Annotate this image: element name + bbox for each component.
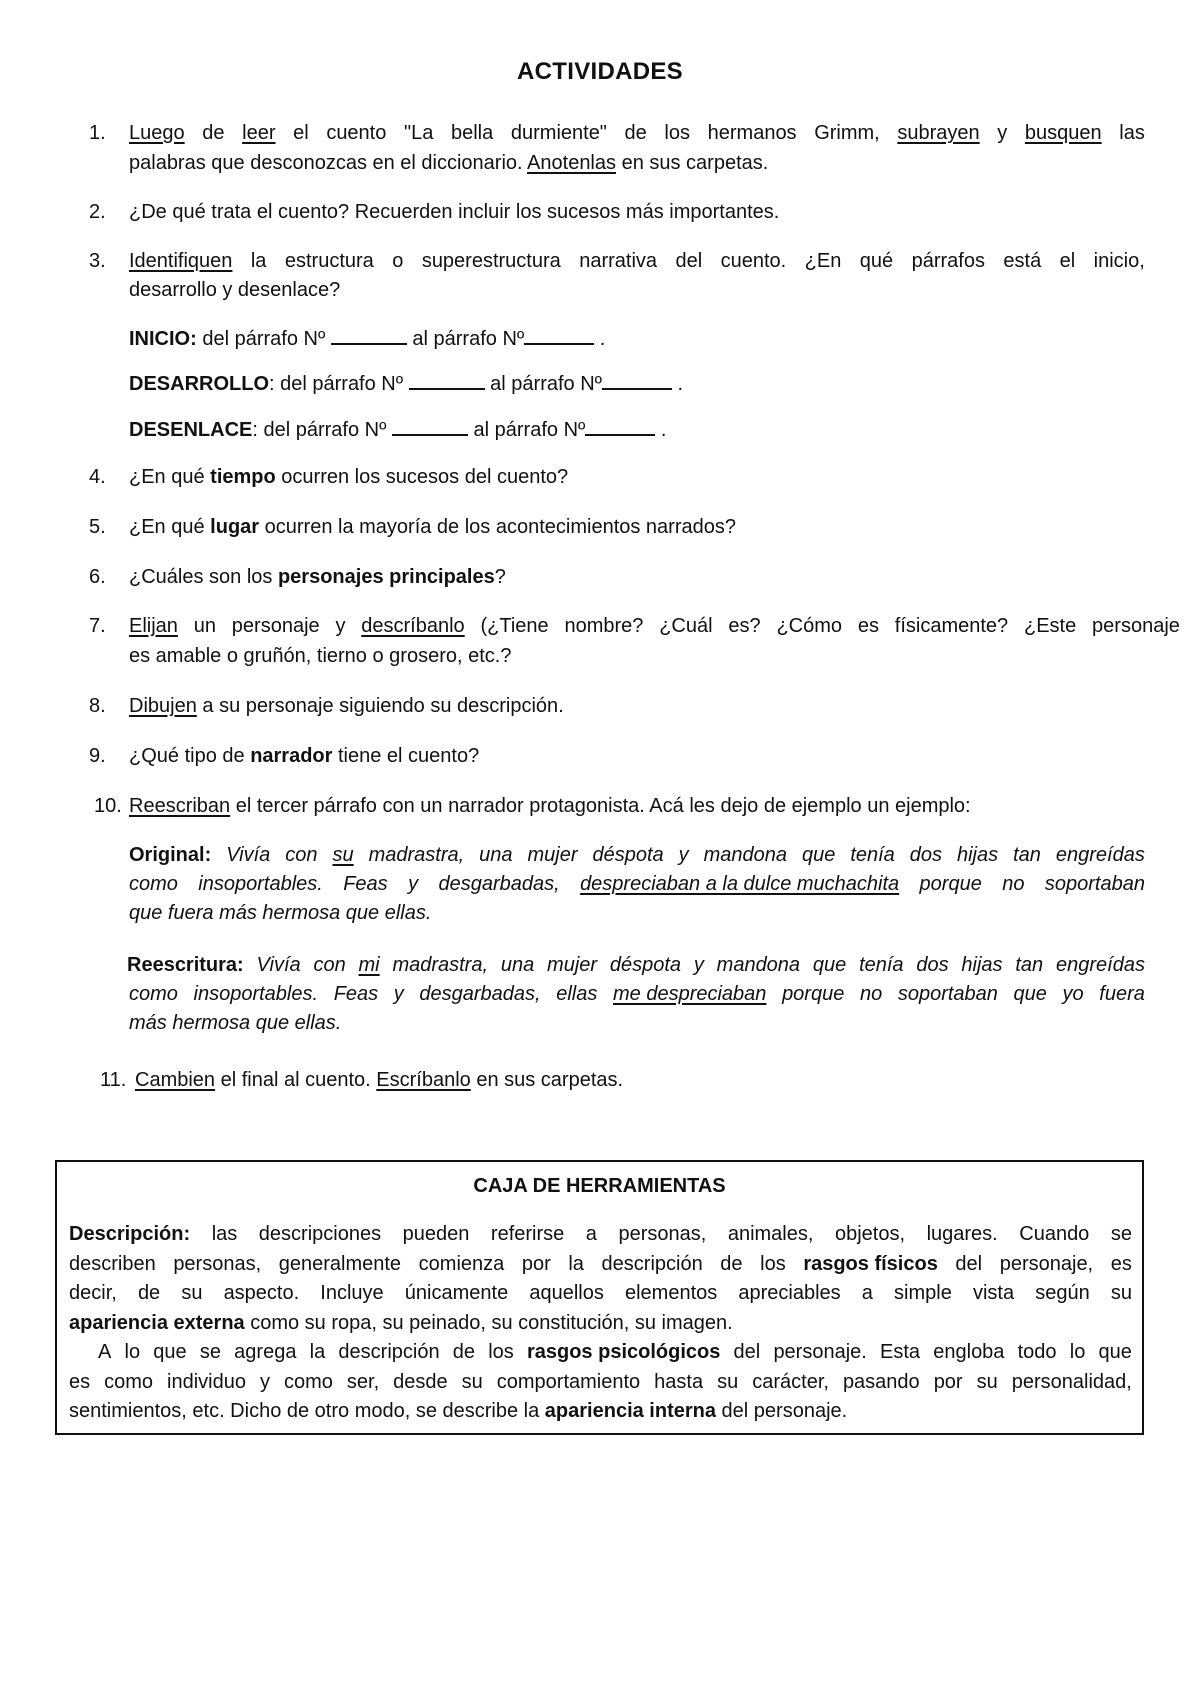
word: que <box>1098 1341 1132 1363</box>
word: lugares. <box>926 1223 998 1245</box>
reescritura-line-1 <box>127 951 1145 980</box>
item-8-number: 8. <box>89 695 106 717</box>
original-line-1 <box>129 841 1145 870</box>
word: Luego <box>129 122 185 144</box>
word: durmiente" <box>510 122 607 144</box>
item-10-b: el tercer párrafo con un narrador protagonista. Acá les dejo de ejemplo un ejemplo: <box>230 795 971 817</box>
word: se <box>1110 1223 1132 1245</box>
word: comportamiento <box>496 1371 641 1393</box>
word: personaje, <box>999 1253 1094 1275</box>
del-parrafo: del párrafo Nº <box>263 419 387 441</box>
word: mujer <box>547 954 598 976</box>
word: aspecto. <box>223 1282 300 1304</box>
word: ser, <box>346 1371 380 1393</box>
word: descripción <box>601 1253 703 1275</box>
item-10-number: 10. <box>94 795 122 817</box>
toolbox-line-3 <box>69 1279 1132 1309</box>
item-5-c: ocurren la mayoría de los acontecimientos narrados? <box>259 516 736 538</box>
desarrollo-label: DESARROLLO <box>129 373 269 395</box>
colon: : <box>252 419 258 441</box>
word: insoportables. <box>198 873 323 895</box>
item-11-escribanlo: Escríbanlo <box>376 1069 471 1091</box>
dot: . <box>677 373 684 395</box>
item-9-a: ¿Qué tipo de <box>129 745 251 767</box>
word: (¿Tiene <box>480 615 549 637</box>
item-8-text <box>129 692 564 721</box>
al-parrafo: al párrafo Nº <box>473 419 586 441</box>
item-10-text <box>129 792 971 821</box>
word: como <box>129 983 178 1005</box>
item-5-lugar: lugar <box>210 516 260 538</box>
word: apreciables <box>738 1282 841 1304</box>
item-11-number: 11. <box>100 1069 127 1091</box>
toolbox-line-4 <box>69 1309 1132 1339</box>
item-6-c: ? <box>494 566 506 588</box>
word: los <box>760 1253 786 1275</box>
item-5-a: ¿En qué <box>129 516 211 538</box>
word: y <box>408 873 419 895</box>
word: su <box>976 1371 998 1393</box>
word: del <box>733 1341 761 1363</box>
word: como <box>104 1371 154 1393</box>
word: ¿Este <box>1023 615 1077 637</box>
word: dos <box>909 844 943 866</box>
word: como <box>283 1371 333 1393</box>
word: el <box>293 122 309 144</box>
word: tenía <box>850 844 895 866</box>
word: es <box>1110 1253 1132 1275</box>
item-8-b: a su personaje siguiendo su descripción. <box>196 695 564 717</box>
word: de <box>624 122 647 144</box>
word: narrativa <box>579 250 658 272</box>
apariencia-interna: apariencia interna <box>544 1400 716 1422</box>
word: personas, <box>173 1253 262 1275</box>
word: yo <box>1062 983 1084 1005</box>
word: carácter, <box>752 1371 829 1393</box>
word: de <box>720 1253 743 1275</box>
word: el <box>1059 250 1076 272</box>
word: hijas <box>961 954 1003 976</box>
word: personas, <box>618 1223 707 1245</box>
word: y <box>693 954 704 976</box>
word: no <box>1002 873 1025 895</box>
word: y <box>997 122 1008 144</box>
word: fuera <box>1099 983 1145 1005</box>
word: mandona <box>703 844 787 866</box>
word: los <box>664 122 690 144</box>
word: únicamente <box>404 1282 509 1304</box>
item-9-text <box>129 742 479 771</box>
item-9-narrador: narrador <box>250 745 333 767</box>
word: hijas <box>956 844 999 866</box>
word: a <box>585 1223 597 1245</box>
item-11-cambien: Cambien <box>135 1069 216 1091</box>
item-6-a: ¿Cuáles son los <box>129 566 278 588</box>
word: las <box>1119 122 1145 144</box>
word: con <box>285 844 318 866</box>
word: las <box>211 1223 238 1245</box>
word: desgarbadas, <box>419 983 541 1005</box>
example-label: Original: <box>129 844 212 866</box>
word: Vivía <box>226 844 271 866</box>
word: hermanos <box>707 122 797 144</box>
item-1-line-1 <box>129 119 1145 148</box>
item-4-number: 4. <box>89 466 106 488</box>
word: descripciones <box>258 1223 382 1245</box>
item-1-text-end: en sus carpetas. <box>616 152 769 174</box>
desarrollo-from-blank[interactable] <box>409 370 485 390</box>
word: de <box>202 122 225 144</box>
word: qué <box>859 250 894 272</box>
word: inicio, <box>1093 250 1145 272</box>
item-3-number: 3. <box>89 250 106 272</box>
underlined-phrase: me despreciaban <box>613 983 767 1005</box>
word: ellas <box>556 983 598 1005</box>
item-6-number: 6. <box>89 566 106 588</box>
word: un <box>193 615 216 637</box>
toolbox-title: CAJA DE HERRAMIENTAS <box>473 1175 726 1197</box>
word: tenía <box>859 954 904 976</box>
del-parrafo: del párrafo Nº <box>202 328 326 350</box>
word: Cuando <box>1019 1223 1090 1245</box>
word: hasta <box>654 1371 704 1393</box>
reescritura-line-3: más hermosa que ellas. <box>129 1012 342 1034</box>
word: ¿En <box>804 250 842 272</box>
word: a <box>861 1282 873 1304</box>
item-8-dibujen: Dibujen <box>129 695 197 717</box>
word: ¿Cómo <box>776 615 843 637</box>
inicio-to-blank[interactable] <box>524 325 594 345</box>
toolbox-line-5 <box>98 1338 1132 1368</box>
item-4-a: ¿En qué <box>129 466 211 488</box>
word: Esta <box>880 1341 921 1363</box>
original-line-2 <box>129 870 1145 899</box>
word: una <box>500 954 535 976</box>
word: que <box>801 844 836 866</box>
item-11-text <box>135 1066 623 1095</box>
item-6-personajes: personajes principales <box>277 566 495 588</box>
word: personaje. <box>773 1341 867 1363</box>
word: subrayen <box>897 122 980 144</box>
word: su <box>332 844 354 866</box>
word: rasgos físicos <box>803 1253 938 1275</box>
word: lo <box>1069 1341 1086 1363</box>
page-title: ACTIVIDADES <box>517 58 683 85</box>
word: vista <box>972 1282 1015 1304</box>
desenlace-from-blank[interactable] <box>392 416 468 436</box>
example-label: Reescritura: <box>127 954 244 976</box>
al-parrafo: al párrafo Nº <box>412 328 525 350</box>
toolbox-line-6 <box>69 1368 1132 1398</box>
word: tan <box>1013 844 1041 866</box>
dot: . <box>599 328 606 350</box>
word: que <box>812 954 847 976</box>
item-2-text: ¿De qué trata el cuento? Recuerden incluir los sucesos más importantes. <box>129 201 780 223</box>
word: su <box>461 1371 483 1393</box>
word: busquen <box>1024 122 1102 144</box>
word: animales, <box>727 1223 814 1245</box>
colon: : <box>269 373 275 395</box>
word: mandona <box>716 954 801 976</box>
word: estructura <box>284 250 374 272</box>
word: personaje <box>1092 615 1180 637</box>
inicio-line <box>129 325 605 354</box>
word: agrega <box>234 1341 297 1363</box>
word: por <box>521 1253 551 1275</box>
word: Feas <box>343 873 388 895</box>
item-4-text <box>129 463 568 492</box>
desenlace-to-blank[interactable] <box>585 416 655 436</box>
item-10-reescriban: Reescriban <box>129 795 231 817</box>
word: personaje <box>231 615 320 637</box>
item-9-number: 9. <box>89 745 106 767</box>
word: la <box>250 250 267 272</box>
word: es <box>857 615 879 637</box>
reescritura-line-2 <box>129 980 1145 1009</box>
word: porque <box>919 873 982 895</box>
word: desgarbadas, <box>438 873 560 895</box>
word: del <box>955 1253 983 1275</box>
word: está <box>1003 250 1042 272</box>
item-1-anotenlas: Anotenlas <box>527 152 617 174</box>
word: es? <box>728 615 761 637</box>
word: pasando <box>842 1371 920 1393</box>
toolbox-line-1 <box>69 1220 1132 1250</box>
word: generalmente <box>278 1253 402 1275</box>
word: con <box>313 954 346 976</box>
toolbox-line-7-end: del personaje. <box>715 1400 848 1422</box>
toolbox-line-4-text: como su ropa, su peinado, su constitución, su imagen. <box>244 1312 733 1334</box>
word: cuento <box>326 122 387 144</box>
word: individuo <box>167 1371 246 1393</box>
word: la <box>309 1341 326 1363</box>
item-1-line-2 <box>129 149 768 178</box>
toolbox-line-7-text: sentimientos, etc. Dicho de otro modo, se describe la <box>69 1400 545 1422</box>
word: y <box>678 844 689 866</box>
word: no <box>859 983 883 1005</box>
item-1-text: palabras que desconozcas en el diccionario. <box>129 152 528 174</box>
word: Feas <box>333 983 379 1005</box>
word: engreídas <box>1055 844 1145 866</box>
word: su <box>181 1282 203 1304</box>
item-11-d: en sus carpetas. <box>470 1069 624 1091</box>
word: su <box>717 1371 739 1393</box>
word: elementos <box>624 1282 718 1304</box>
word: mujer <box>527 844 578 866</box>
word: del <box>675 250 703 272</box>
item-4-c: ocurren los sucesos del cuento? <box>275 466 569 488</box>
word: madrastra, <box>392 954 489 976</box>
word: como <box>129 873 178 895</box>
word: simple <box>894 1282 952 1304</box>
word: describen <box>69 1253 156 1275</box>
toolbox-line-7 <box>69 1397 1132 1427</box>
word: engreídas <box>1056 954 1145 976</box>
word: es <box>69 1371 91 1393</box>
desenlace-line <box>129 416 666 445</box>
word: o <box>392 250 404 272</box>
word: una <box>479 844 513 866</box>
word: tan <box>1015 954 1044 976</box>
apariencia-externa: apariencia externa <box>69 1312 245 1334</box>
word: que <box>153 1341 187 1363</box>
item-2-number: 2. <box>89 201 106 223</box>
word: rasgos psicológicos <box>526 1341 721 1363</box>
word: que <box>1013 983 1047 1005</box>
word: dos <box>916 954 949 976</box>
item-11-b: el final al cuento. <box>215 1069 377 1091</box>
item-7-number: 7. <box>89 615 106 637</box>
item-4-tiempo: tiempo <box>210 466 276 488</box>
item-1-number: 1. <box>89 122 106 144</box>
word: superestructura <box>421 250 561 272</box>
word: bella <box>450 122 494 144</box>
word: ¿Cuál <box>659 615 713 637</box>
word: nombre? <box>564 615 644 637</box>
word: leer <box>242 122 276 144</box>
word: Incluye <box>320 1282 384 1304</box>
word: y <box>259 1371 270 1393</box>
item-5-number: 5. <box>89 516 106 538</box>
word: los <box>488 1341 514 1363</box>
word: insoportables. <box>193 983 319 1005</box>
word: todo <box>1017 1341 1057 1363</box>
desenlace-label: DESENLACE <box>129 419 253 441</box>
word: y <box>335 615 346 637</box>
word: desde <box>393 1371 448 1393</box>
word: comienza <box>418 1253 505 1275</box>
word: madrastra, <box>368 844 465 866</box>
del-parrafo: del párrafo Nº <box>280 373 404 395</box>
al-parrafo: al párrafo Nº <box>490 373 602 395</box>
word: personalidad, <box>1011 1371 1132 1393</box>
word: la <box>568 1253 584 1275</box>
word: se <box>199 1341 221 1363</box>
original-line-3: que fuera más hermosa que ellas. <box>129 902 432 924</box>
item-3-line-1 <box>129 247 1145 276</box>
word: descripción <box>338 1341 440 1363</box>
word: engloba <box>933 1341 1005 1363</box>
word: déspota <box>592 844 664 866</box>
word: párrafos <box>911 250 985 272</box>
toolbox-line-2 <box>69 1250 1132 1280</box>
word: y <box>393 983 404 1005</box>
word: A <box>98 1341 112 1363</box>
word: Vivía <box>256 954 301 976</box>
item-6-text <box>129 563 506 592</box>
dot: . <box>660 419 667 441</box>
word: porque <box>782 983 845 1005</box>
word: descríbanlo <box>361 615 465 637</box>
word: objetos, <box>834 1223 906 1245</box>
word: físicamente? <box>894 615 1009 637</box>
word: decir, <box>69 1282 117 1304</box>
toolbox-box <box>55 1160 1144 1435</box>
word: su <box>1110 1282 1132 1304</box>
word: pueden <box>402 1223 470 1245</box>
item-3-line-2: desarrollo y desenlace? <box>129 279 341 301</box>
word: Grimm, <box>814 122 880 144</box>
word: mi <box>358 954 380 976</box>
word: cuento. <box>720 250 787 272</box>
word: déspota <box>609 954 682 976</box>
word: soportaban <box>1044 873 1145 895</box>
item-9-c: tiene el cuento? <box>332 745 480 767</box>
word: Elijan <box>129 615 178 637</box>
word: soportaban <box>897 983 998 1005</box>
item-5-text <box>129 513 736 542</box>
word: referirse <box>490 1223 565 1245</box>
word: de <box>137 1282 161 1304</box>
inicio-label: INICIO: <box>129 328 197 350</box>
inicio-from-blank[interactable] <box>331 325 407 345</box>
underlined-phrase: despreciaban a la dulce muchachita <box>580 873 900 895</box>
item-7-line-1 <box>129 612 1180 641</box>
desarrollo-to-blank[interactable] <box>602 370 672 390</box>
word: lo <box>124 1341 141 1363</box>
item-7-line-2: es amable o gruñón, tierno o grosero, etc.? <box>129 645 512 667</box>
word: Identifiquen <box>129 250 233 272</box>
word: Descripción: <box>69 1223 191 1245</box>
word: aquellos <box>529 1282 604 1304</box>
word: de <box>452 1341 476 1363</box>
word: "La <box>404 122 434 144</box>
word: según <box>1035 1282 1090 1304</box>
word: por <box>933 1371 963 1393</box>
desarrollo-line <box>129 370 683 399</box>
